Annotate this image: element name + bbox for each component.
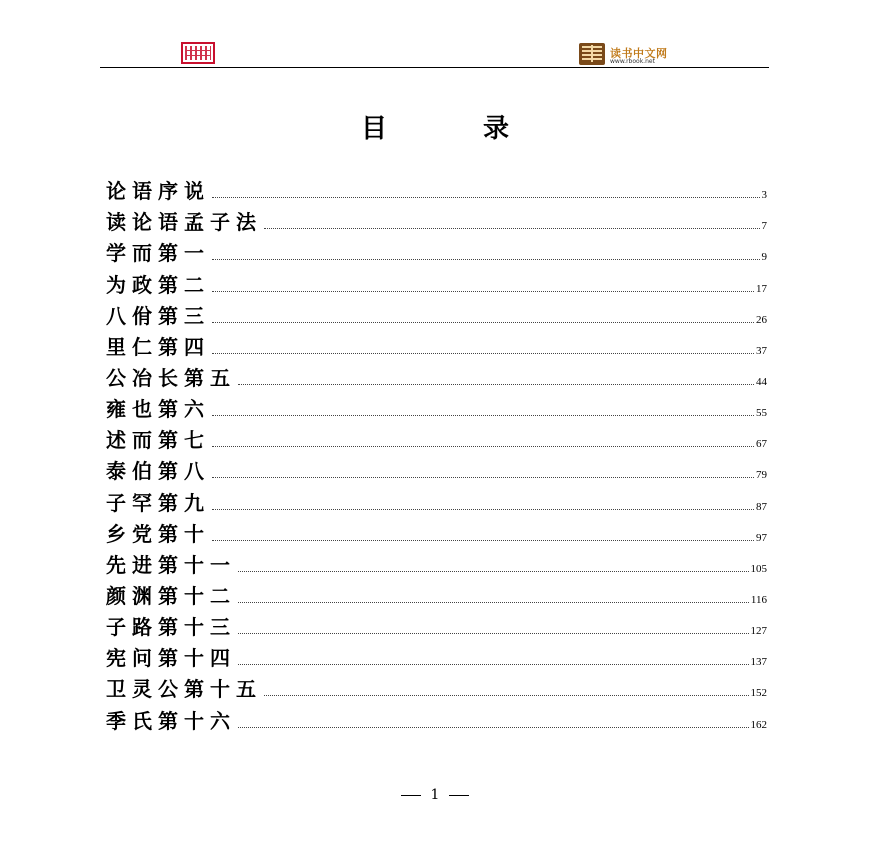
toc-entry-label: 先进第十一 [106, 552, 236, 577]
toc-entry-page: 7 [761, 220, 767, 233]
toc-entry[interactable] [106, 298, 767, 329]
toc-entry-label: 雍也第六 [106, 397, 210, 422]
dot-leader [212, 322, 754, 323]
dot-leader [212, 477, 754, 478]
toc-entry[interactable] [106, 266, 767, 297]
toc-entry-label: 公冶长第五 [106, 365, 236, 390]
toc-entry-page: 105 [750, 562, 767, 575]
toc-entry[interactable] [106, 235, 767, 266]
page-title [0, 108, 870, 145]
toc-entry[interactable] [106, 609, 767, 640]
toc-entry[interactable] [106, 547, 767, 578]
toc-entry-label: 乡党第十 [106, 521, 210, 546]
toc-entry[interactable] [106, 640, 767, 671]
toc-entry[interactable] [106, 173, 767, 204]
toc-entry[interactable] [106, 422, 767, 453]
footer-dash-left [401, 795, 421, 796]
dot-leader [212, 291, 754, 292]
toc-entry[interactable] [106, 578, 767, 609]
toc-entry-label: 论语序说 [106, 179, 210, 204]
red-seal-icon [181, 42, 215, 64]
dot-leader [212, 197, 760, 198]
toc-entry-page: 3 [761, 189, 767, 202]
toc-entry-page: 37 [756, 344, 767, 357]
site-logo [578, 42, 698, 66]
toc-entry[interactable] [106, 329, 767, 360]
toc-entry-page: 162 [750, 718, 767, 731]
footer-dash-right [449, 795, 469, 796]
toc-entry-label: 读论语孟子法 [106, 210, 262, 235]
dot-leader [212, 259, 760, 260]
page-header [100, 36, 769, 68]
site-name: 读书中文网 [610, 47, 668, 60]
toc-entry-label: 为政第二 [106, 272, 210, 297]
table-of-contents [106, 173, 767, 734]
dot-leader [264, 228, 760, 229]
dot-leader [238, 571, 749, 572]
dot-leader [238, 384, 754, 385]
toc-entry-label: 八佾第三 [106, 303, 210, 328]
toc-entry[interactable] [106, 391, 767, 422]
dot-leader [238, 602, 749, 603]
toc-entry-page: 127 [750, 625, 767, 638]
toc-entry-page: 152 [750, 687, 767, 700]
toc-entry-page: 9 [761, 251, 767, 264]
book-icon [578, 42, 606, 66]
toc-entry-label: 子路第十三 [106, 615, 236, 640]
toc-entry-page: 97 [756, 531, 767, 544]
toc-entry[interactable] [106, 671, 767, 702]
toc-entry-label: 里仁第四 [106, 334, 210, 359]
dot-leader [264, 695, 749, 696]
toc-entry-page: 116 [750, 593, 767, 606]
dot-leader [212, 446, 754, 447]
toc-entry-label: 泰伯第八 [106, 459, 210, 484]
toc-entry[interactable] [106, 453, 767, 484]
toc-entry-page: 79 [756, 469, 767, 482]
toc-entry-label: 宪问第十四 [106, 646, 236, 671]
dot-leader [238, 664, 749, 665]
toc-entry[interactable] [106, 204, 767, 235]
title-char-2: 录 [483, 114, 510, 144]
toc-entry-page: 55 [756, 407, 767, 420]
dot-leader [238, 633, 749, 634]
toc-entry-page: 44 [756, 375, 767, 388]
seal-pattern [185, 46, 211, 60]
dot-leader [212, 353, 754, 354]
toc-entry[interactable] [106, 360, 767, 391]
page-footer [0, 787, 870, 803]
toc-entry-label: 季氏第十六 [106, 708, 236, 733]
toc-entry-label: 述而第七 [106, 428, 210, 453]
dot-leader [212, 415, 754, 416]
toc-entry-label: 学而第一 [106, 241, 210, 266]
toc-entry-label: 子罕第九 [106, 490, 210, 515]
toc-entry-page: 67 [756, 438, 767, 451]
toc-entry-label: 卫灵公第十五 [106, 677, 262, 702]
dot-leader [212, 509, 754, 510]
toc-entry-page: 26 [756, 313, 767, 326]
toc-entry-label: 颜渊第十二 [106, 583, 236, 608]
site-url: www.rbook.net [610, 58, 655, 65]
dot-leader [212, 540, 754, 541]
title-char-1: 目 [360, 114, 387, 144]
toc-entry-page: 17 [756, 282, 767, 295]
toc-entry-page: 87 [756, 500, 767, 513]
dot-leader [238, 727, 749, 728]
toc-entry-page: 137 [750, 656, 767, 669]
toc-entry[interactable] [106, 516, 767, 547]
page-number: 1 [430, 787, 440, 803]
toc-entry[interactable] [106, 702, 767, 733]
toc-entry[interactable] [106, 484, 767, 515]
